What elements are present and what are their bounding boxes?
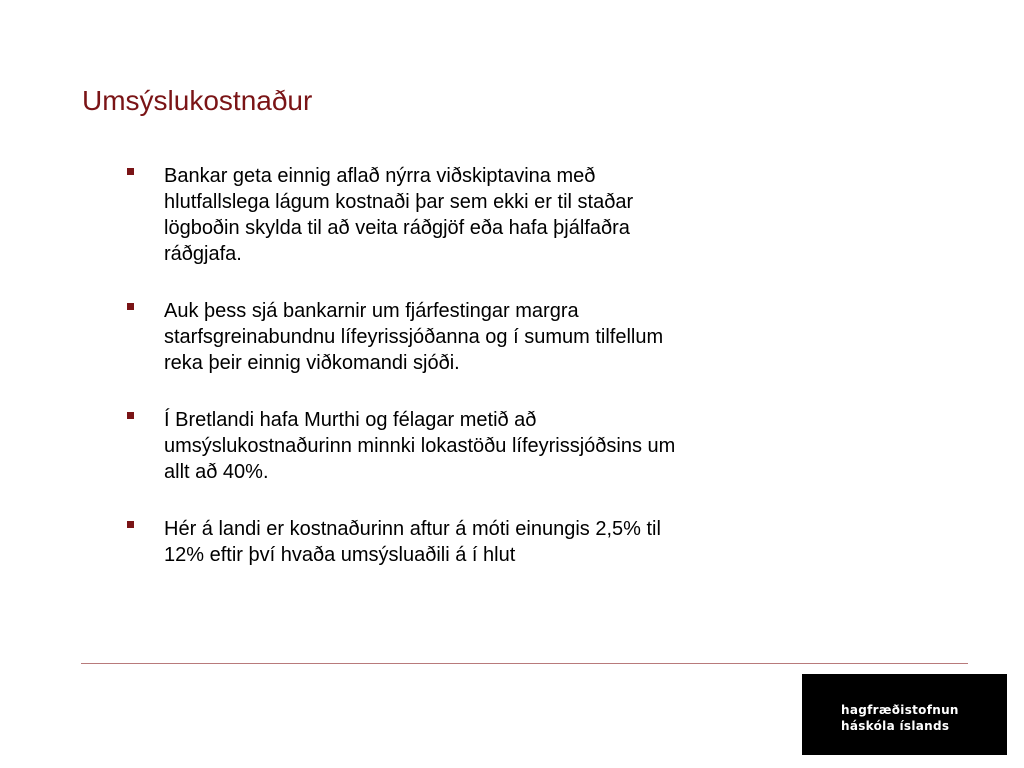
logo-text-line: háskóla íslands — [841, 719, 950, 733]
bullet-text — [164, 407, 825, 485]
square-bullet-icon — [127, 521, 134, 528]
bullet-item — [125, 298, 825, 376]
square-bullet-icon — [127, 412, 134, 419]
bullet-line: 12% eftir því hvaða umsýsluaðili á í hlut — [164, 544, 516, 566]
bullet-line: Auk þess sjá bankarnir um fjárfestingar margra — [164, 300, 579, 322]
square-bullet-icon — [127, 168, 134, 175]
bullet-line: ráðgjafa. — [164, 243, 242, 265]
bullet-line: Í Bretlandi hafa Murthi og félagar metið að — [164, 409, 537, 431]
bullet-list — [125, 163, 825, 568]
bullet-text — [164, 298, 825, 376]
bullet-line: allt að 40%. — [164, 461, 269, 483]
bullet-line: lögboðin skylda til að veita ráðgjöf eða hafa þjálfaðra — [164, 217, 630, 239]
bullet-line: Hér á landi er kostnaðurinn aftur á móti einungis 2,5% til — [164, 518, 661, 540]
bullet-text — [164, 516, 825, 568]
bullet-line: umsýslukostnaðurinn minnki lokastöðu lífeyrissjóðsins um — [164, 435, 676, 457]
bullet-line: Bankar geta einnig aflað nýrra viðskiptavina með — [164, 165, 596, 187]
square-bullet-icon — [127, 303, 134, 310]
footer-divider — [81, 663, 968, 664]
bullet-item — [125, 516, 825, 568]
slide-title: Umsýslukostnaður — [82, 85, 313, 116]
bullet-item — [125, 163, 825, 267]
bullet-line: starfsgreinabundnu lífeyrissjóðanna og í sumum tilfellum — [164, 326, 664, 348]
institution-logo — [802, 674, 1007, 755]
bullet-line: hlutfallslega lágum kostnaði þar sem ekki er til staðar — [164, 191, 634, 213]
bullet-item — [125, 407, 825, 485]
bullet-line: reka þeir einnig viðkomandi sjóði. — [164, 352, 460, 374]
bullet-text — [164, 163, 825, 267]
logo-text-line: hagfræðistofnun — [841, 703, 959, 717]
